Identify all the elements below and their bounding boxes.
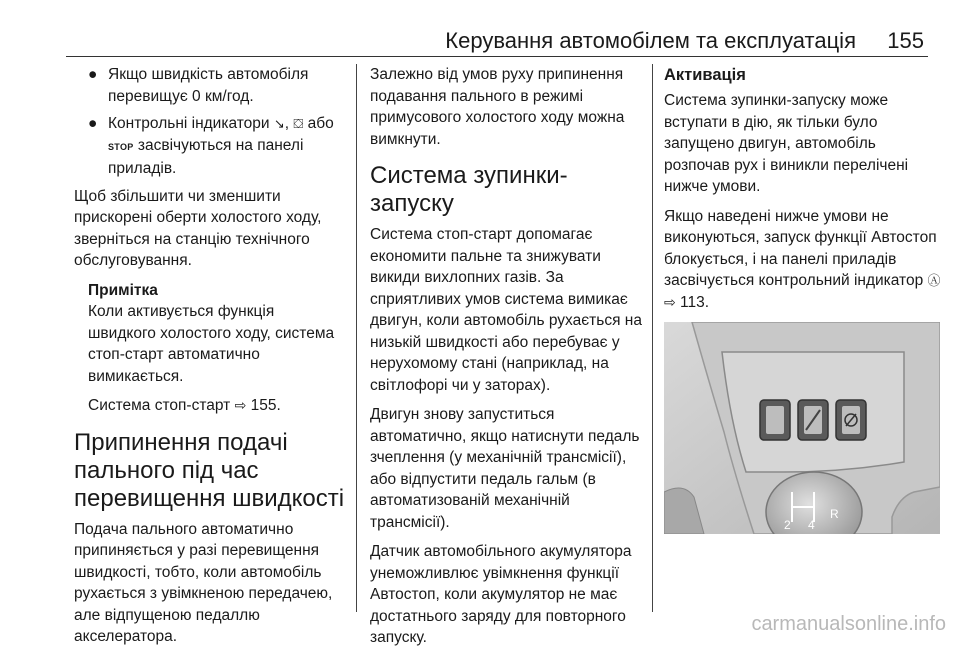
note-reference — [88, 395, 346, 417]
console-illustration — [664, 322, 940, 534]
reference-page: 155. — [246, 397, 281, 414]
chapter-title: Керування автомобілем та експлуатація — [445, 28, 856, 53]
gear-label: 2 — [784, 518, 791, 532]
bullet-text: Якщо швидкість автомобіля перевищує 0 км/год. — [108, 66, 309, 105]
paragraph: Залежно від умов руху припинення подавання пального в режимі примусового холостого ходу можна вимкнути. — [370, 66, 625, 148]
section-heading: Припинення подачі пального під час перевищення швидкості — [74, 428, 345, 512]
bullet-text-before: Контрольні індикатори — [108, 115, 274, 132]
list-item — [74, 113, 346, 180]
paragraph — [664, 206, 944, 314]
paragraph-text: Якщо наведені нижче умови не виконуються, запуск функції Автостоп блокується, і на панелі приладів засвічується контрольний індикатор — [664, 207, 937, 289]
note-box — [74, 280, 346, 417]
engine-idle-indicator-icon: ⛋ — [293, 116, 304, 131]
autostop-indicator-icon: Ⓐ — [927, 273, 941, 288]
coasting-indicator-icon: ↘ — [273, 116, 285, 131]
page-ref-arrow-icon: ⇨ — [234, 397, 247, 413]
list-item — [74, 64, 346, 107]
note-text: Коли активується функція швидкого холостого ходу, система стоп-старт автоматично вимикається. — [88, 303, 335, 385]
center-console-image — [664, 322, 940, 534]
paragraph: Подача пального автоматично припиняється у разі перевищення швидкості, тобто, коли автомобіль рухається з увімкненою передачею, але відпущеною педаллю акселератора. — [74, 520, 333, 645]
column-divider — [652, 64, 653, 612]
column-left — [74, 64, 346, 656]
bullet-dot: ● — [88, 115, 98, 132]
paragraph: Двигун знову запуститься автоматично, якщо натиснути педаль зчеплення (у механічній трансмісії), або відпустити педаль гальм (в автоматизованій механічній трансмісії). — [370, 406, 640, 531]
bullet-dot: ● — [88, 66, 98, 83]
note-title: Примітка — [88, 281, 158, 299]
watermark: carmanualsonline.info — [751, 613, 946, 635]
subsection-heading: Активація — [664, 66, 746, 84]
separator-text: , — [284, 115, 294, 132]
paragraph: Датчик автомобільного акумулятора унеможливлює увімкнення функції Автостоп, коли акумулятор не має достатнього заряду для повторного запуску. — [370, 543, 632, 646]
reference-page: 113. — [675, 293, 710, 311]
stop-indicator-icon: STOP — [108, 141, 134, 152]
paragraph: Система зупинки-запуску може вступати в дію, як тільки було запущено двигун, автомобіль розпочав рух і виникли перелічені нижче умови. — [664, 92, 909, 195]
page-header — [66, 28, 928, 56]
column-right — [664, 64, 944, 349]
gear-label: R — [830, 507, 839, 521]
connector-text: або — [303, 115, 334, 132]
paragraph: Система стоп-старт допомагає економити пальне та знижувати викиди вихлопних газів. За сприятливих умов система вимикає двигун, коли автомобіль рухається на низькій швидкості або перебуває у нерухомому стані (наприклад, на світлофорі чи у заторах). — [370, 226, 642, 394]
page-ref-arrow-icon: ⇨ — [664, 293, 676, 310]
column-middle — [370, 64, 642, 657]
reference-text: Система стоп-старт — [88, 397, 235, 414]
section-heading: Система зупинки-запуску — [370, 162, 568, 217]
page-number: 155 — [887, 28, 924, 53]
header-divider — [66, 56, 928, 57]
gear-label: 4 — [808, 518, 815, 532]
paragraph: Щоб збільшити чи зменшити прискорені оберти холостого ходу, зверніться на станцію технічного обслуговування. — [74, 187, 322, 269]
column-divider — [356, 64, 357, 612]
bullet-text-after: засвічуються на панелі приладів. — [108, 136, 304, 177]
